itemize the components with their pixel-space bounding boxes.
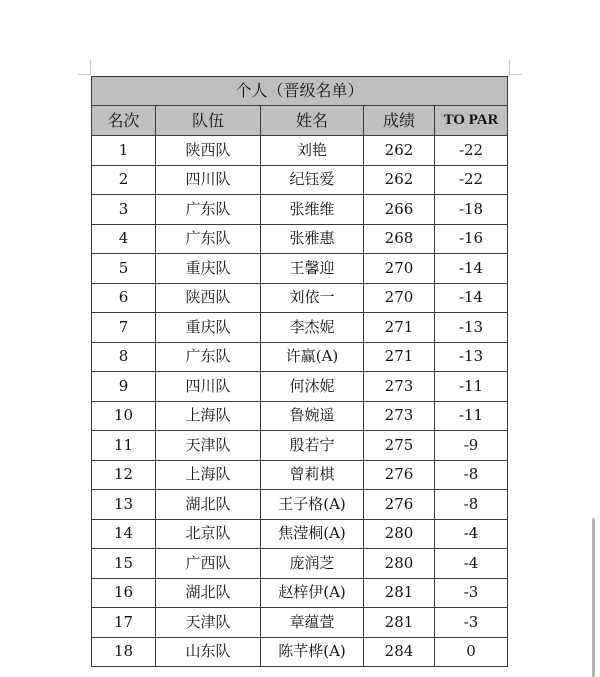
header-name: 姓名 bbox=[261, 106, 364, 136]
cell-name: 曾莉棋 bbox=[261, 460, 364, 490]
cell-name: 鲁婉遥 bbox=[261, 401, 364, 431]
table-row bbox=[92, 195, 508, 225]
results-table bbox=[91, 76, 508, 667]
cell-to-par: -13 bbox=[435, 342, 508, 372]
cell-team: 重庆队 bbox=[156, 313, 261, 343]
cell-to-par: -9 bbox=[435, 431, 508, 461]
table-title-row bbox=[92, 77, 508, 106]
table-row bbox=[92, 313, 508, 343]
cell-score: 270 bbox=[364, 254, 435, 284]
cell-team: 重庆队 bbox=[156, 254, 261, 284]
cell-score: 273 bbox=[364, 401, 435, 431]
header-rank: 名次 bbox=[92, 106, 156, 136]
header-to-par: TO PAR bbox=[435, 106, 508, 136]
cell-name: 何沐妮 bbox=[261, 372, 364, 402]
cell-to-par: -8 bbox=[435, 490, 508, 520]
table-title: 个人（晋级名单） bbox=[92, 77, 508, 106]
cell-rank: 12 bbox=[92, 460, 156, 490]
cell-to-par: -14 bbox=[435, 254, 508, 284]
cell-rank: 13 bbox=[92, 490, 156, 520]
cell-rank: 11 bbox=[92, 431, 156, 461]
cell-score: 280 bbox=[364, 549, 435, 579]
table-row bbox=[92, 372, 508, 402]
table-row bbox=[92, 608, 508, 638]
cell-to-par: -11 bbox=[435, 401, 508, 431]
cell-team: 广东队 bbox=[156, 224, 261, 254]
header-score: 成绩 bbox=[364, 106, 435, 136]
vertical-scrollbar[interactable] bbox=[592, 518, 595, 677]
cell-score: 262 bbox=[364, 136, 435, 166]
cell-score: 273 bbox=[364, 372, 435, 402]
table-header-row bbox=[92, 106, 508, 136]
cell-score: 284 bbox=[364, 637, 435, 667]
cell-score: 270 bbox=[364, 283, 435, 313]
cell-team: 四川队 bbox=[156, 165, 261, 195]
table-body bbox=[92, 136, 508, 667]
cell-to-par: -11 bbox=[435, 372, 508, 402]
cell-name: 王馨迎 bbox=[261, 254, 364, 284]
cell-to-par: -4 bbox=[435, 549, 508, 579]
cell-to-par: -18 bbox=[435, 195, 508, 225]
cell-name: 王子格(A) bbox=[261, 490, 364, 520]
cell-score: 276 bbox=[364, 460, 435, 490]
table-row bbox=[92, 431, 508, 461]
cell-to-par: -14 bbox=[435, 283, 508, 313]
table-row bbox=[92, 490, 508, 520]
cell-team: 山东队 bbox=[156, 637, 261, 667]
cell-to-par: 0 bbox=[435, 637, 508, 667]
cell-score: 281 bbox=[364, 608, 435, 638]
cell-team: 四川队 bbox=[156, 372, 261, 402]
cell-rank: 3 bbox=[92, 195, 156, 225]
cell-score: 280 bbox=[364, 519, 435, 549]
cell-rank: 15 bbox=[92, 549, 156, 579]
table-row bbox=[92, 519, 508, 549]
cell-rank: 8 bbox=[92, 342, 156, 372]
cell-name: 陈芊桦(A) bbox=[261, 637, 364, 667]
cell-team: 湖北队 bbox=[156, 578, 261, 608]
cell-team: 天津队 bbox=[156, 431, 261, 461]
table-row bbox=[92, 224, 508, 254]
cell-name: 赵梓伊(A) bbox=[261, 578, 364, 608]
table-row bbox=[92, 578, 508, 608]
cell-rank: 5 bbox=[92, 254, 156, 284]
cell-score: 275 bbox=[364, 431, 435, 461]
page-corner-mark bbox=[509, 60, 522, 75]
cell-team: 上海队 bbox=[156, 401, 261, 431]
cell-team: 上海队 bbox=[156, 460, 261, 490]
page-corner-mark bbox=[78, 60, 91, 75]
table-row bbox=[92, 254, 508, 284]
cell-rank: 1 bbox=[92, 136, 156, 166]
cell-rank: 18 bbox=[92, 637, 156, 667]
cell-to-par: -3 bbox=[435, 608, 508, 638]
table-row bbox=[92, 401, 508, 431]
table-row bbox=[92, 637, 508, 667]
cell-to-par: -4 bbox=[435, 519, 508, 549]
table-row bbox=[92, 165, 508, 195]
cell-team: 天津队 bbox=[156, 608, 261, 638]
cell-team: 陕西队 bbox=[156, 283, 261, 313]
cell-name: 张雅惠 bbox=[261, 224, 364, 254]
cell-team: 广西队 bbox=[156, 549, 261, 579]
cell-team: 北京队 bbox=[156, 519, 261, 549]
cell-name: 刘艳 bbox=[261, 136, 364, 166]
table-row bbox=[92, 342, 508, 372]
cell-score: 266 bbox=[364, 195, 435, 225]
table-row bbox=[92, 283, 508, 313]
table-row bbox=[92, 136, 508, 166]
cell-rank: 7 bbox=[92, 313, 156, 343]
header-team: 队伍 bbox=[156, 106, 261, 136]
cell-to-par: -16 bbox=[435, 224, 508, 254]
cell-team: 广东队 bbox=[156, 195, 261, 225]
cell-name: 刘依一 bbox=[261, 283, 364, 313]
cell-score: 281 bbox=[364, 578, 435, 608]
cell-rank: 9 bbox=[92, 372, 156, 402]
cell-score: 276 bbox=[364, 490, 435, 520]
cell-team: 陕西队 bbox=[156, 136, 261, 166]
cell-to-par: -22 bbox=[435, 136, 508, 166]
cell-name: 章蕴萱 bbox=[261, 608, 364, 638]
cell-name: 殷若宁 bbox=[261, 431, 364, 461]
cell-rank: 14 bbox=[92, 519, 156, 549]
cell-name: 许赢(A) bbox=[261, 342, 364, 372]
cell-rank: 6 bbox=[92, 283, 156, 313]
cell-to-par: -8 bbox=[435, 460, 508, 490]
cell-rank: 16 bbox=[92, 578, 156, 608]
table-row bbox=[92, 460, 508, 490]
cell-name: 庞润芝 bbox=[261, 549, 364, 579]
cell-score: 262 bbox=[364, 165, 435, 195]
cell-team: 广东队 bbox=[156, 342, 261, 372]
cell-name: 纪钰爱 bbox=[261, 165, 364, 195]
cell-name: 李杰妮 bbox=[261, 313, 364, 343]
cell-to-par: -3 bbox=[435, 578, 508, 608]
cell-name: 张维维 bbox=[261, 195, 364, 225]
cell-name: 焦滢桐(A) bbox=[261, 519, 364, 549]
cell-rank: 2 bbox=[92, 165, 156, 195]
cell-team: 湖北队 bbox=[156, 490, 261, 520]
cell-rank: 10 bbox=[92, 401, 156, 431]
cell-to-par: -13 bbox=[435, 313, 508, 343]
cell-rank: 4 bbox=[92, 224, 156, 254]
cell-score: 271 bbox=[364, 342, 435, 372]
cell-score: 268 bbox=[364, 224, 435, 254]
cell-rank: 17 bbox=[92, 608, 156, 638]
cell-score: 271 bbox=[364, 313, 435, 343]
cell-to-par: -22 bbox=[435, 165, 508, 195]
table-row bbox=[92, 549, 508, 579]
